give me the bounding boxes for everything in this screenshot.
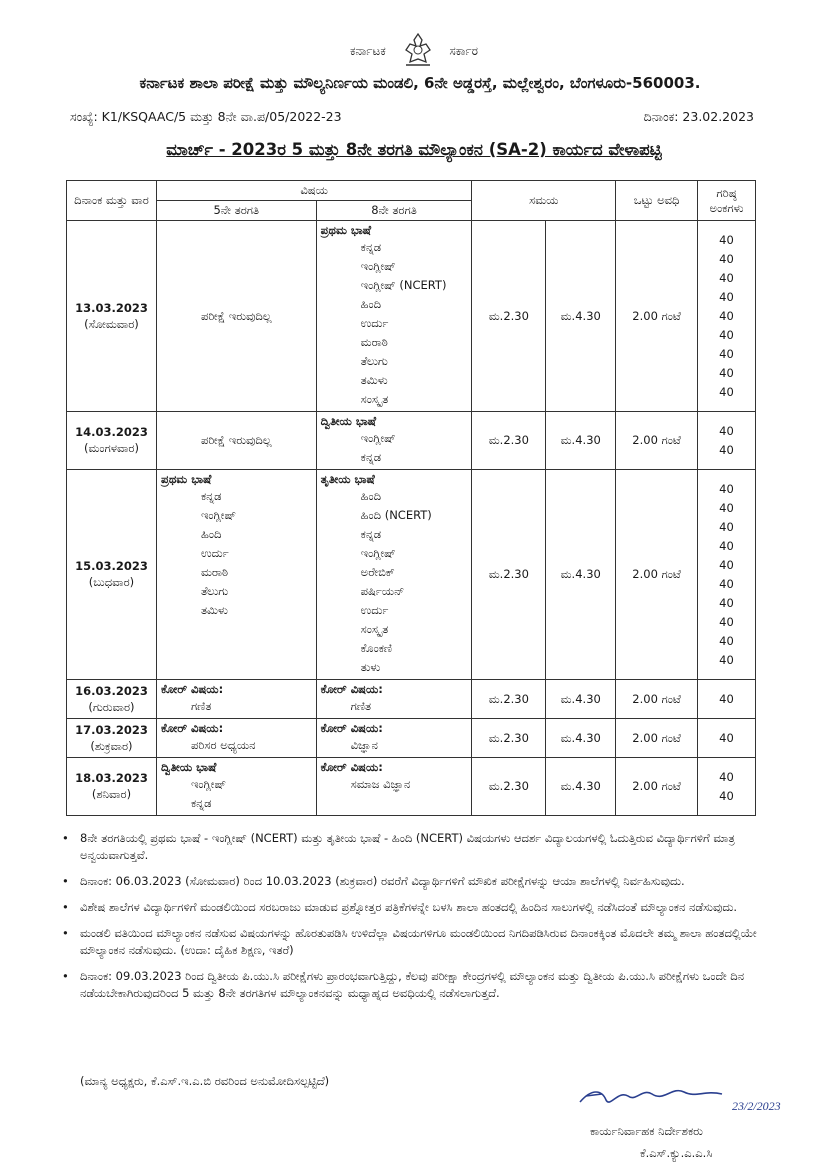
start-time: ಮ.2.30 (472, 470, 546, 680)
schedule-table (66, 180, 756, 816)
end-time: ಮ.4.30 (546, 470, 616, 680)
end-time: ಮ.4.30 (546, 412, 616, 470)
notes-list (62, 830, 762, 1011)
header-class5: 5ನೇ ತರಗತಿ (156, 201, 316, 221)
class5-subject: ಪರೀಕ್ಷೆ ಇರುವುದಿಲ್ಲ (156, 412, 316, 470)
class5-subjects: ಪ್ರಥಮ ಭಾಷೆ ಕನ್ನಡ ಇಂಗ್ಲೀಷ್ ಹಿಂದಿ ಉರ್ದು ಮರಾಠಿ ತೆಲುಗು ತಮಿಳು (156, 470, 316, 680)
duration: 2.00 ಗಂಟೆ (616, 221, 698, 412)
duration: 2.00 ಗಂಟೆ (616, 719, 698, 758)
end-time: ಮ.4.30 (546, 758, 616, 816)
max-marks: 40 40 40 40 40 40 40 40 40 40 (697, 470, 755, 680)
header-subject: ವಿಷಯ (156, 181, 471, 201)
signature-date: 23/2/2023 (732, 1099, 781, 1113)
board-address: ಕರ್ನಾಟಕ ಶಾಲಾ ಪರೀಕ್ಷೆ ಮತ್ತು ಮೌಲ್ಯನಿರ್ಣಯ ಮಂಡಲಿ, 6ನೇ ಅಡ್ಡರಸ್ತೆ, ಮಲ್ಲೇಶ್ವರಂ, ಬೆಂಗಳೂರು-560003. (139, 74, 701, 92)
class8-subjects: ಕೋರ್ ವಿಷಯ: ಗಣಿತ (316, 680, 472, 719)
start-time: ಮ.2.30 (472, 758, 546, 816)
class8-subjects: ದ್ವಿತೀಯ ಭಾಷೆ ಇಂಗ್ಲೀಷ್ ಕನ್ನಡ (316, 412, 472, 470)
duration: 2.00 ಗಂಟೆ (616, 758, 698, 816)
class8-subjects: ಕೋರ್ ವಿಷಯ: ವಿಜ್ಞಾನ (316, 719, 472, 758)
page-title: ಮಾರ್ಚ್ - 2023ರ 5 ಮತ್ತು 8ನೇ ತರಗತಿ ಮೌಲ್ಯಾಂಕನ (SA-2) ಕಾರ್ಯದ ವೇಳಾಪಟ್ಟಿ (166, 140, 662, 159)
start-time: ಮ.2.30 (472, 719, 546, 758)
note-item: • ದಿನಾಂಕ: 06.03.2023 (ಸೋಮವಾರ) ರಿಂದ 10.03.2023 (ಶುಕ್ರವಾರ) ರವರೆಗೆ ವಿದ್ಯಾರ್ಥಿಗಳಿಗೆ ಮೌಖಿಕ ಪರೀಕ್ಷೆಗಳನ್ನು ಆಯಾ ಶಾಲೆಗಳಲ್ಲಿ ನಿರ್ವಹಿಸುವುದು. (62, 874, 685, 888)
table-row (67, 470, 756, 680)
start-time: ಮ.2.30 (472, 412, 546, 470)
state-emblem-icon (398, 32, 438, 71)
max-marks: 40 (697, 680, 755, 719)
row-date: 14.03.2023 (ಮಂಗಳವಾರ) (67, 412, 157, 470)
class5-subjects: ಕೋರ್ ವಿಷಯ: ಗಣಿತ (156, 680, 316, 719)
class5-subjects: ದ್ವಿತೀಯ ಭಾಷೆ ಇಂಗ್ಲೀಷ್ ಕನ್ನಡ (156, 758, 316, 816)
row-date: 16.03.2023 (ಗುರುವಾರ) (67, 680, 157, 719)
end-time: ಮ.4.30 (546, 719, 616, 758)
row-date: 17.03.2023 (ಶುಕ್ರವಾರ) (67, 719, 157, 758)
class8-subjects: ಕೋರ್ ವಿಷಯ: ಸಮಾಜ ವಿಜ್ಞಾನ (316, 758, 472, 816)
start-time: ಮ.2.30 (472, 221, 546, 412)
class8-subjects: ತೃತೀಯ ಭಾಷೆ ಹಿಂದಿ ಹಿಂದಿ (NCERT) ಕನ್ನಡ ಇಂಗ್ಲೀಷ್ ಅರೇಬಿಕ್ ಪರ್ಷಿಯನ್ ಉರ್ದು ಸಂಸ್ಕೃತ ಕೊಂಕಣಿ ತುಳು (316, 470, 472, 680)
approval-note: (ಮಾನ್ಯ ಅಧ್ಯಕ್ಷರು, ಕೆ.ಎಸ್.ಇ.ಎ.ಬಿ ರವರಿಂದ ಅನುಮೋದಿಸಲ್ಪಟ್ಟಿದೆ) (80, 1074, 330, 1088)
row-date: 18.03.2023 (ಶನಿವಾರ) (67, 758, 157, 816)
row-date: 13.03.2023 (ಸೋಮವಾರ) (67, 221, 157, 412)
note-item: • ವಿಶೇಷ ಶಾಲೆಗಳ ವಿದ್ಯಾರ್ಥಿಗಳಿಗೆ ಮಂಡಲಿಯಿಂದ ಸರಬರಾಜು ಮಾಡುವ ಪ್ರಶ್ನೋತ್ತರ ಪತ್ರಿಕೆಗಳನ್ನೇ ಬಳಸಿ ಶಾಲಾ ಹಂತದಲ್ಲಿ ಹಿಂದಿನ ಸಾಲುಗಳಲ್ಲಿ ನಡೆಸಿದಂತೆ ಮೌಲ್ಯಾಂಕನ ನಡೆಸುವುದು. (62, 900, 738, 914)
table-row (67, 680, 756, 719)
header-time: ಸಮಯ (472, 181, 616, 221)
table-row (67, 221, 756, 412)
max-marks: 40 (697, 719, 755, 758)
document-date: ದಿನಾಂಕ: 23.02.2023 (643, 109, 754, 124)
header-class8: 8ನೇ ತರಗತಿ (316, 201, 472, 221)
max-marks: 40 40 (697, 758, 755, 816)
max-marks: 40 40 40 40 40 40 40 40 40 (697, 221, 755, 412)
note-item: • ಮಂಡಲಿ ವತಿಯಿಂದ ಮೌಲ್ಯಾಂಕನ ನಡೆಸುವ ವಿಷಯಗಳನ್ನು ಹೊರತುಪಡಿಸಿ ಉಳಿದೆಲ್ಲಾ ವಿಷಯಗಳಿಗೂ ಮಂಡಲಿಯಿಂದ ನಿಗದಿಪಡಿಸಿರುವ ದಿನಾಂಕಕ್ಕಿಂತ ಮೊದಲೇ ತಮ್ಮ ಶಾಲಾ ಹಂತದಲ್ಲಿಯೇ ಮೌಲ್ಯಾಂಕನ ನಡೆಸುವುದು. (ಉದಾ: ದೈಹಿಕ ಶಿಕ್ಷಣ, ಇತರೆ) (62, 926, 757, 957)
note-item: • ದಿನಾಂಕ: 09.03.2023 ರಿಂದ ದ್ವಿತೀಯ ಪಿ.ಯು.ಸಿ ಪರೀಕ್ಷೆಗಳು ಪ್ರಾರಂಭವಾಗುತ್ತಿದ್ದು, ಕೆಲವು ಪರೀಕ್ಷಾ ಕೇಂದ್ರಗಳಲ್ಲಿ ಮೌಲ್ಯಾಂಕನ ಮತ್ತು ದ್ವಿತೀಯ ಪಿ.ಯು.ಸಿ ಪರೀಕ್ಷೆಗಳು ಒಂದೇ ದಿನ ನಡೆಯಬೇಕಾಗಿರುವುದರಿಂದ 5 ಮತ್ತು 8ನೇ ತರಗತಿಗಳ ಮೌಲ್ಯಾಂಕನವನ್ನು ಮಧ್ಯಾಹ್ನದ ಅವಧಿಯಲ್ಲಿ ನಡೆಸಲಾಗುತ್ತದೆ. (62, 969, 745, 1000)
table-row (67, 758, 756, 816)
header-max-marks: ಗರಿಷ್ಠ ಅಂಕಗಳು (697, 181, 755, 221)
table-header-row (67, 181, 756, 201)
duration: 2.00 ಗಂಟೆ (616, 412, 698, 470)
end-time: ಮ.4.30 (546, 221, 616, 412)
signatory-org: ಕೆ.ಎಸ್.ಕ್ಯು.ಎ.ಎ.ಸಿ (640, 1146, 713, 1160)
class8-subjects: ಪ್ರಥಮ ಭಾಷೆ ಕನ್ನಡ ಇಂಗ್ಲೀಷ್ ಇಂಗ್ಲೀಷ್ (NCERT) ಹಿಂದಿ ಉರ್ದು ಮರಾಠಿ ತೆಲುಗು ತಮಿಳು ಸಂಸ್ಕೃತ (316, 221, 472, 412)
start-time: ಮ.2.30 (472, 680, 546, 719)
header-duration: ಒಟ್ಟು ಅವಧಿ (616, 181, 698, 221)
header-date: ದಿನಾಂಕ ಮತ್ತು ವಾರ (67, 181, 157, 221)
end-time: ಮ.4.30 (546, 680, 616, 719)
row-date: 15.03.2023 (ಬುಧವಾರ) (67, 470, 157, 680)
signatory-title: ಕಾರ್ಯನಿರ್ವಾಹಕ ನಿರ್ದೇಶಕರು (590, 1124, 703, 1138)
class5-subjects: ಕೋರ್ ವಿಷಯ: ಪರಿಸರ ಅಧ್ಯಯನ (156, 719, 316, 758)
max-marks: 40 40 (697, 412, 755, 470)
government-label: ಸರ್ಕಾರ (449, 44, 478, 58)
table-row (67, 412, 756, 470)
duration: 2.00 ಗಂಟೆ (616, 470, 698, 680)
table-row (67, 719, 756, 758)
duration: 2.00 ಗಂಟೆ (616, 680, 698, 719)
state-label: ಕರ್ನಾಟಕ (350, 44, 386, 58)
class5-subject: ಪರೀಕ್ಷೆ ಇರುವುದಿಲ್ಲ (156, 221, 316, 412)
signature (572, 1080, 812, 1120)
reference-number: ಸಂಖ್ಯೆ: K1/KSQAAC/5 ಮತ್ತು 8ನೇ ವಾ.ಪ/05/2022-23 (70, 109, 342, 124)
government-header (0, 32, 828, 71)
note-item: • 8ನೇ ತರಗತಿಯಲ್ಲಿ ಪ್ರಥಮ ಭಾಷೆ - ಇಂಗ್ಲೀಷ್ (NCERT) ಮತ್ತು ತೃತೀಯ ಭಾಷೆ - ಹಿಂದಿ (NCERT) ವಿಷಯಗಳು ಆದರ್ಶ ವಿದ್ಯಾಲಯಗಳಲ್ಲಿ ಓದುತ್ತಿರುವ ವಿದ್ಯಾರ್ಥಿಗಳಿಗೆ ಮಾತ್ರ ಅನ್ವಯವಾಗುತ್ತವೆ. (62, 831, 735, 862)
